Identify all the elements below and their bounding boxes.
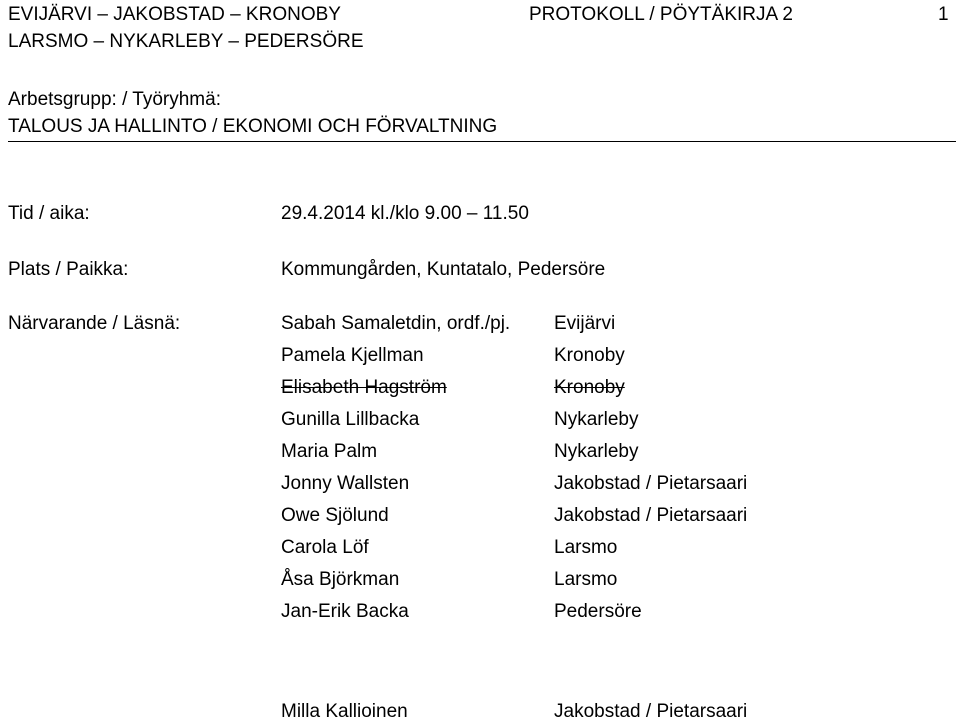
place-label: Plats / Paikka: [8, 259, 129, 280]
attendee-name: Sabah Samaletdin, ordf./pj. [281, 313, 511, 334]
page-number: 1 [938, 4, 949, 25]
attendee-name: Jan-Erik Backa [281, 601, 409, 622]
attendee-name-struck: Elisabeth Hagström [281, 377, 447, 398]
header-divider [8, 141, 956, 142]
attendee-name: Pamela Kjellman [281, 345, 424, 366]
attendee-place: Larsmo [554, 537, 618, 558]
time-value: 29.4.2014 kl./klo 9.00 – 11.50 [281, 203, 529, 224]
attendee-name: Jonny Wallsten [281, 473, 410, 494]
workgroup-label: Arbetsgrupp: / Työryhmä: [8, 89, 221, 110]
attendee-place: Pedersöre [554, 601, 642, 622]
attendee-name: Åsa Björkman [281, 569, 400, 590]
attendee-place: Jakobstad / Pietarsaari [554, 505, 748, 526]
attendee-place: Nykarleby [554, 441, 639, 462]
attendee-place: Evijärvi [554, 313, 616, 334]
header-municipalities-line2: LARSMO – NYKARLEBY – PEDERSÖRE [8, 31, 364, 52]
attendee-place: Kronoby [554, 345, 625, 366]
workgroup-name: TALOUS JA HALLINTO / EKONOMI OCH FÖRVALTNING [8, 116, 498, 137]
attendee-place-struck: Kronoby [554, 377, 625, 398]
header-municipalities-line1: EVIJÄRVI – JAKOBSTAD – KRONOBY [8, 4, 341, 25]
attendee-name: Gunilla Lillbacka [281, 409, 420, 430]
time-label: Tid / aika: [8, 203, 90, 224]
attendee-place: Jakobstad / Pietarsaari [554, 701, 748, 722]
attendee-place: Jakobstad / Pietarsaari [554, 473, 748, 494]
attendee-place: Larsmo [554, 569, 618, 590]
present-label: Närvarande / Läsnä: [8, 313, 181, 334]
attendee-name: Owe Sjölund [281, 505, 389, 526]
place-value: Kommungården, Kuntatalo, Pedersöre [281, 259, 606, 280]
attendee-name: Carola Löf [281, 537, 369, 558]
attendee-name: Maria Palm [281, 441, 378, 462]
protocol-title: PROTOKOLL / PÖYTÄKIRJA 2 [529, 4, 793, 25]
attendee-place: Nykarleby [554, 409, 639, 430]
attendee-name: Milla Kallioinen [281, 701, 408, 722]
